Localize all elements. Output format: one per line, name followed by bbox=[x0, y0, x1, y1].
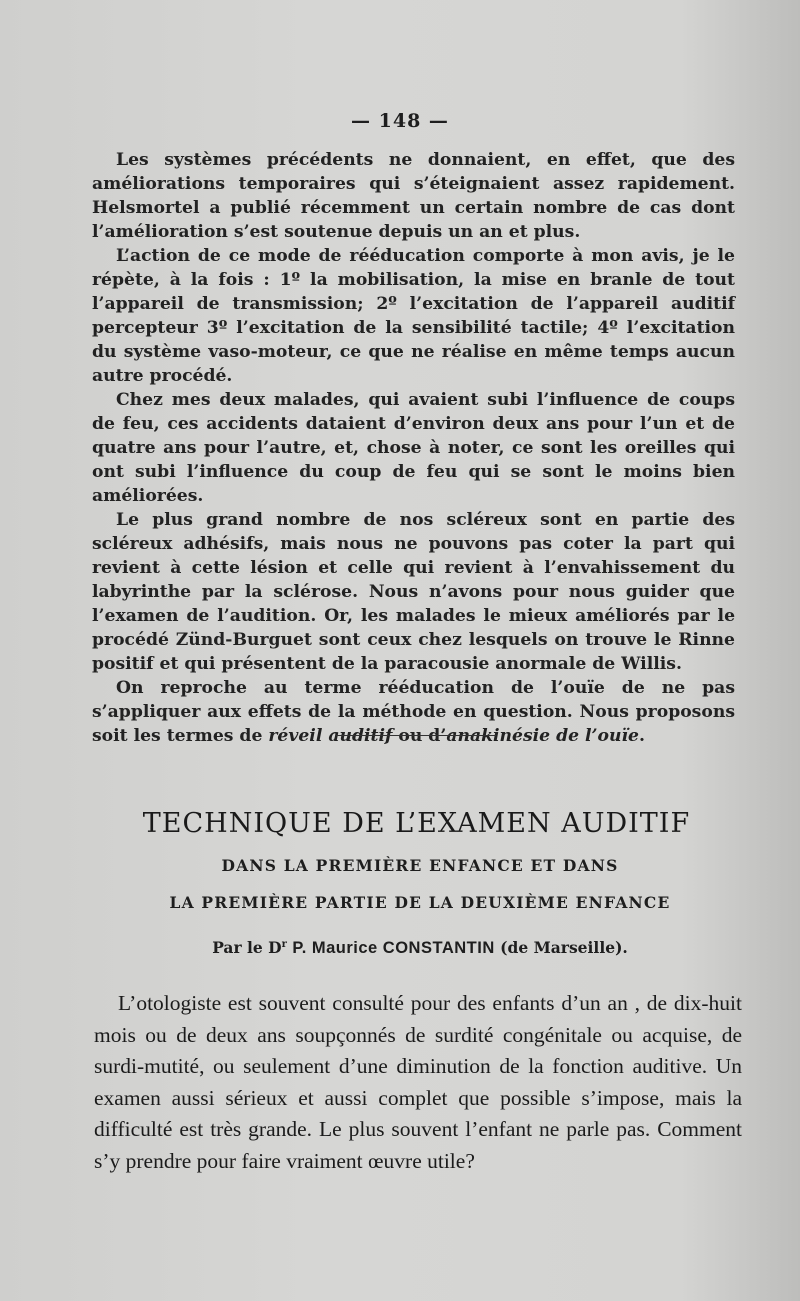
article-title: TECHNIQUE DE L’EXAMEN AUDITIF bbox=[142, 808, 691, 839]
section-divider bbox=[336, 735, 496, 736]
term-reveil-auditif: réveil auditif bbox=[268, 726, 393, 746]
text-span: ou d’ bbox=[392, 726, 447, 746]
paragraph: Le plus grand nombre de nos scléreux sont en partie des scléreux adhésifs, mais nous ne pouvons pas coter la part qui revient à cette lésion et celle qui revient à l’envahissement du labyrinthe par la sclérose. Nous n’avons pour nous guider que l’examen de l’audition. Or, les malades le mieux améliorés par le procédé Zünd-Burguet sont ceux chez lesquels on trouve le Rinne positif et qui présentent de la paracousie anormale de Willis. bbox=[92, 510, 735, 674]
byline bbox=[0, 938, 800, 958]
paragraph: L’otologiste est souvent consulté pour des enfants d’un an , de dix-huit mois ou de deux ans soupçonnés de surdité congénitale ou acquise, de surdi-mutité, ou seulement d’une diminution de la fonction auditive. Un examen aussi sérieux et aussi complet que possible s’impose, mais la difficulté est très grande. Le plus souvent l’enfant ne parle pas. Comment s’y prendre pour faire vraiment œuvre utile? bbox=[94, 991, 742, 1173]
article-body bbox=[94, 988, 742, 1177]
text-span: . bbox=[638, 726, 645, 746]
page-number: — 148 — bbox=[351, 110, 449, 132]
paragraph: L’action de ce mode de rééducation comporte à mon avis, je le répète, à la fois : 1º la mobilisation, la mise en branle de tout l’appareil de transmission; 2º l’excitation de l’appareil auditif percepteur 3º l’excitation de la sensibilité tactile; 4º l’excitation du système vaso-moteur, ce que ne réalise en même temps aucun autre procédé. bbox=[92, 246, 735, 386]
previous-article-text bbox=[92, 148, 735, 748]
article-subtitle-line-1: DANS LA PREMIÈRE ENFANCE ET DANS bbox=[221, 856, 619, 875]
article-subtitle-line-2: LA PREMIÈRE PARTIE DE LA DEUXIÈME ENFANCE bbox=[169, 893, 671, 912]
author-location: (de Marseille). bbox=[500, 938, 628, 957]
author-name: P. Maurice CONSTANTIN bbox=[292, 939, 495, 957]
paragraph: Les systèmes précédents ne donnaient, en effet, que des améliorations temporaires qui s’éteignaient assez rapidement. Helsmortel a publié récemment un certain nombre de cas dont l’amélioration s’est soutenue depuis un an et plus. bbox=[92, 150, 735, 242]
paragraph-last bbox=[92, 676, 735, 748]
term-anakinesie: anakinésie de l’ouïe bbox=[446, 726, 639, 746]
text-span: On reproche au terme rééducation de l’ouïe de ne pas s’appliquer aux effets de la méthode en question. Nous proposons soit les termes de bbox=[92, 678, 735, 746]
byline-sup: r bbox=[281, 938, 287, 950]
byline-prefix: Par le D bbox=[212, 938, 282, 957]
paragraph: Chez mes deux malades, qui avaient subi l’influence de coups de feu, ces accidents dataient d’environ deux ans pour l’un et de quatre ans pour l’autre, et, chose à noter, ce sont les oreilles qui ont subi l’influence du coup de feu qui se sont le moins bien améliorées. bbox=[92, 390, 735, 506]
